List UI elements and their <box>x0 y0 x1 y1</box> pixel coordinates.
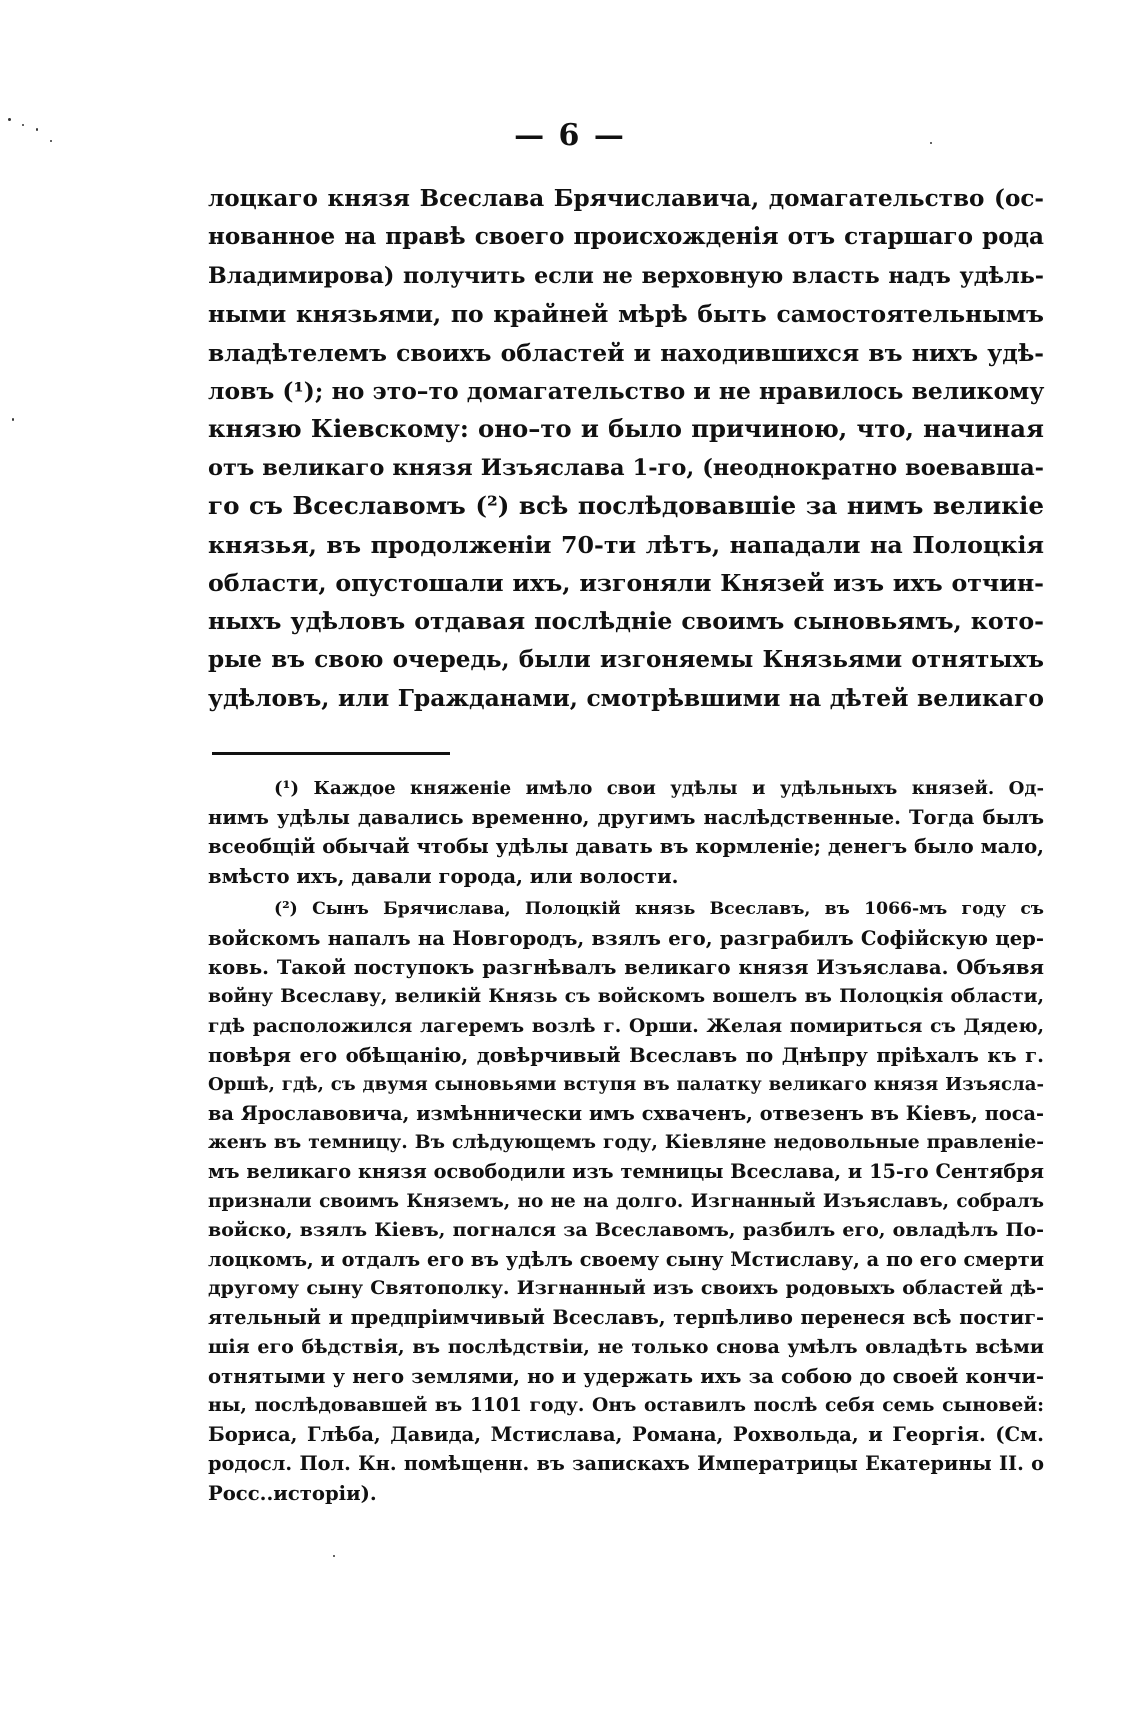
main-line: отъ великаго князя Изъяслава 1-го, (неоднократно воевавша- <box>208 454 1044 481</box>
footnote-line: Бориса, Глѣба, Давида, Мстислава, Романа, Рохвольда, и Георгія. (См. <box>208 1423 1044 1447</box>
main-line: лоцкаго князя Всеслава Брячиславича, домагательство (ос- <box>208 185 1044 212</box>
footnote-line: ятельный и предпріимчивый Всеславъ, терпѣливо перенеся всѣ постиг- <box>208 1306 1044 1330</box>
main-line: ными князьями, по крайней мѣрѣ быть самостоятельнымъ <box>208 300 1044 329</box>
footnote-line: всеобщій обычай чтобы удѣлы давать въ кормленіе; денегъ было мало, <box>208 835 1044 859</box>
footnote-line: Росс..исторіи). <box>208 1481 377 1505</box>
footnotes <box>208 774 1044 1508</box>
footnote-line: лоцкомъ, и отдалъ его въ удѣлъ своему сыну Мстиславу, а по его смерти <box>208 1248 1044 1271</box>
footnote-line: войскомъ напалъ на Новгородъ, взялъ его, разграбилъ Софійскую цер- <box>208 926 1044 950</box>
footnote-line: ны, послѣдовавшей въ 1101 году. Онъ оставилъ послѣ себя семь сыновей: <box>208 1393 1044 1416</box>
main-line: рые въ свою очередь, были изгоняемы Князьями отнятыхъ <box>208 645 1044 673</box>
footnote-line: войну Всеславу, великій Князь съ войскомъ вошелъ въ Полоцкія области, <box>208 985 1044 1008</box>
footnote-line: (²) Сынъ Брячислава, Полоцкій князь Всеславъ, въ 1066-мъ году съ <box>274 898 1044 919</box>
main-line: области, опустошали ихъ, изгоняли Князей изъ ихъ отчин- <box>208 568 1044 597</box>
main-line: князю Кіевскому: оно–то и было причиною, что, начиная <box>208 414 1044 444</box>
main-line: го съ Всеславомъ (²) всѣ послѣдовавшіе за нимъ великіе <box>208 491 1044 521</box>
print-speck <box>12 418 14 421</box>
main-line: Владимирова) получить если не верховную власть надъ удѣль- <box>208 262 1044 289</box>
main-line: удѣловъ, или Гражданами, смотрѣвшими на дѣтей великаго <box>208 684 1044 713</box>
print-speck <box>333 1555 335 1557</box>
footnote-line: ковь. Такой поступокъ разгнѣвалъ великаго князя Изъяслава. Объявя <box>208 956 1044 980</box>
footnote-line: Оршѣ, гдѣ, съ двумя сыновьями вступя въ палатку великаго князя Изъясла- <box>208 1073 1044 1095</box>
footnote-line: женъ въ темницу. Въ слѣдующемъ году, Кіевляне недовольные правленіе- <box>208 1131 1044 1154</box>
footnote-line: родосл. Пол. Кн. помѣщенн. въ запискахъ Императрицы Екатерины II. о <box>208 1452 1044 1476</box>
main-line: ловъ (¹); но это–то домагательство и не нравилось великому <box>208 376 1045 405</box>
main-line: князья, въ продолженіи 70-ти лѣтъ, нападали на Полоцкія <box>208 530 1044 559</box>
footnote-line: шія его бѣдствія, въ послѣдствіи, не только снова умѣлъ овладѣть всѣми <box>208 1335 1044 1358</box>
main-line: нованное на правѣ своего происхожденія отъ старшаго рода <box>208 223 1044 251</box>
main-text <box>208 180 1044 717</box>
footnote-line: другому сыну Святополку. Изгнанный изъ своихъ родовыхъ областей дѣ- <box>208 1277 1044 1300</box>
main-line: владѣтелемъ своихъ областей и находившихся въ нихъ удѣ- <box>208 338 1044 367</box>
page-number: — 6 — <box>514 118 626 153</box>
footnote-line: войско, взялъ Кіевъ, погнался за Всеславомъ, разбилъ его, овладѣлъ По- <box>208 1218 1044 1241</box>
footnote-1 <box>208 774 1044 891</box>
footnote-line: повѣря его обѣщанію, довѣрчивый Всеславъ по Днѣпру пріѣхалъ къ г. <box>208 1043 1044 1067</box>
footnote-line: гдѣ расположился лагеремъ возлѣ г. Орши. Желая помириться съ Дядею, <box>208 1014 1044 1037</box>
footnote-line: (¹) Каждое княженіе имѣло свои удѣлы и удѣльныхъ князей. Од- <box>274 778 1044 799</box>
footnote-line: ва Ярославовича, измѣннически имъ схваченъ, отвезенъ въ Кіевъ, поса- <box>208 1102 1044 1126</box>
footnote-line: нимъ удѣлы давались временно, другимъ наслѣдственные. Тогда былъ <box>208 806 1044 830</box>
footnote-separator <box>212 752 450 755</box>
footnote-line: вмѣсто ихъ, давали города, или волости. <box>208 864 679 888</box>
footnote-line: отнятыми у него землями, но и удержать ихъ за собою до своей кончи- <box>208 1364 1044 1388</box>
footnote-2 <box>208 895 1044 1508</box>
main-line: ныхъ удѣловъ отдавая послѣдніе своимъ сыновьямъ, кото- <box>208 607 1044 636</box>
footnote-line: мъ великаго князя освободили изъ темницы Всеслава, и 15-го Сентября <box>208 1160 1044 1184</box>
footnote-line: признали своимъ Княземъ, но не на долго. Изгнанный Изъяславъ, собралъ <box>208 1190 1044 1212</box>
